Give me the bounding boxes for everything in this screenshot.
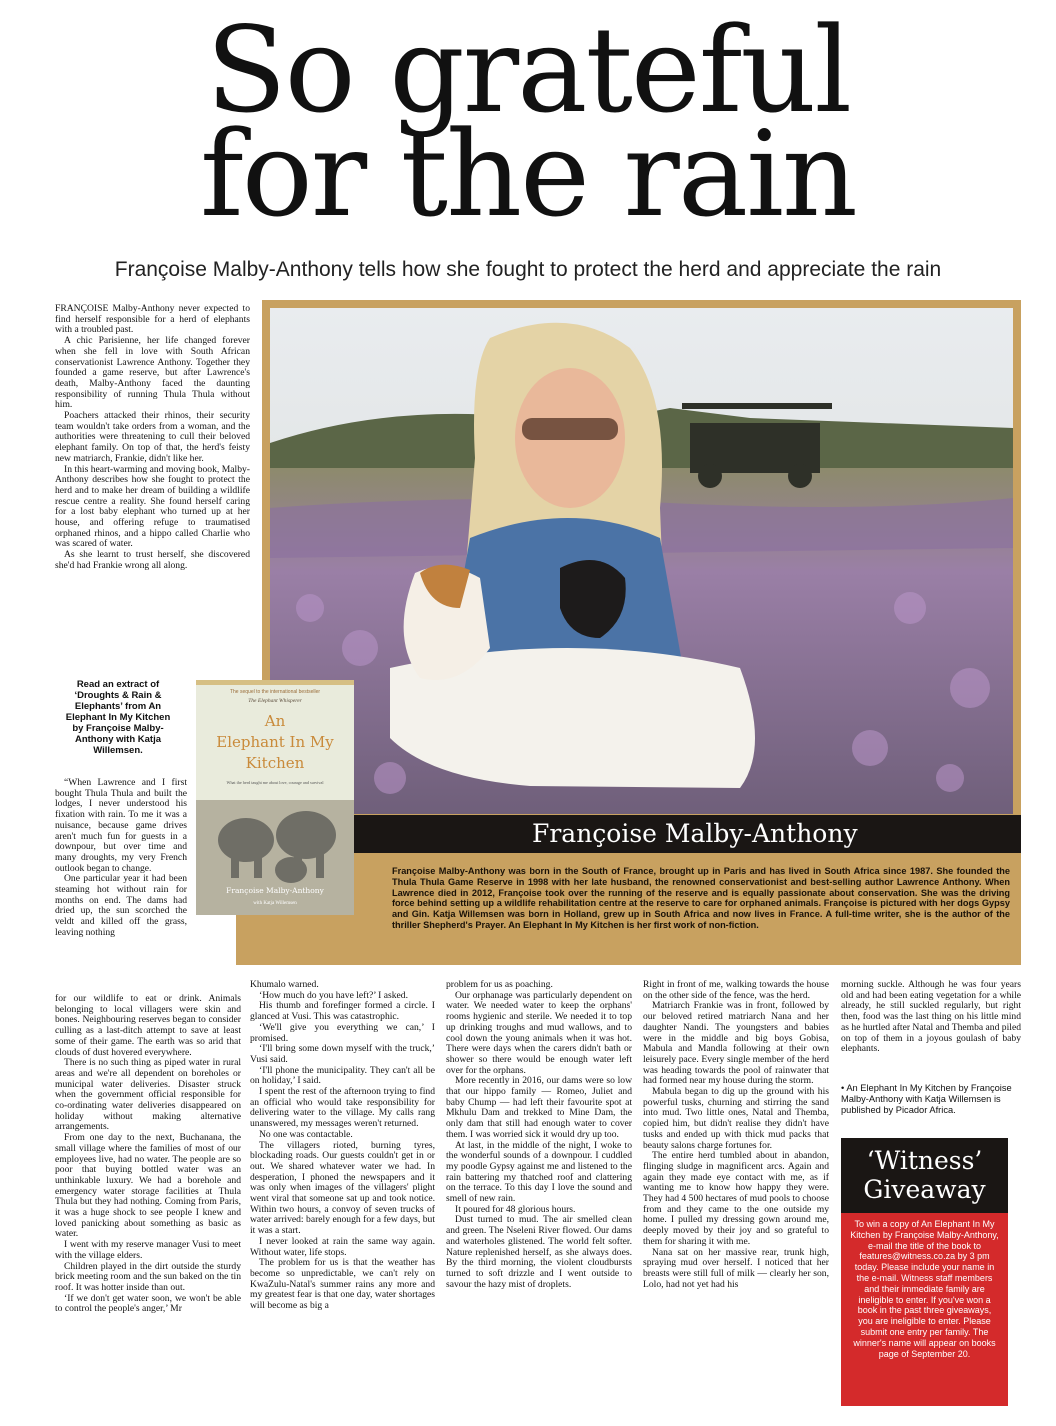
giveaway-heading bbox=[841, 1138, 1008, 1213]
article-column-3 bbox=[446, 980, 632, 1290]
intro-column bbox=[55, 304, 250, 572]
book-author: Françoise Malby-Anthony bbox=[226, 886, 324, 895]
article-paragraph: Children played in the dirt outside the sturdy brick meeting room and the sun baked on the tin roof. It was hotter inside than out. bbox=[55, 1260, 241, 1293]
article-paragraph: Nana sat on her massive rear, trunk high, spraying mud over herself. I noticed that her breasts were still full of milk — clearly her son, Lolo, had not yet had his bbox=[643, 1246, 829, 1290]
promo-line: Willemsen. bbox=[93, 745, 143, 756]
promo-line: Anthony with Katja bbox=[74, 734, 162, 745]
intro-paragraph: A chic Parisienne, her life changed forever when she fell in love with South African conservationist Lawrence Anthony. Together they founded a game reserve, but after Lawrence's death, Malby-Anthony faced the daunting responsibility of running Thula Thula without him. bbox=[55, 335, 250, 411]
article-column-2 bbox=[250, 980, 435, 1312]
article-paragraph: I spent the rest of the afternoon trying to find an official who would take responsibility for delivering water to the village. My calls rang unanswered, my messages weren't returned. bbox=[250, 1086, 435, 1130]
feature-photo-illustration bbox=[270, 308, 1013, 814]
article-paragraph: Our orphanage was particularly dependent on water. We needed water to keep the orphans' rooms hygienic and sterile. We needed it to top up drinking troughs and mud wallows, and to cool down the young animals when it was hot. There were days when the carers didn't bath or shower so there would be enough water left over for the orphans. bbox=[446, 989, 632, 1076]
article-paragraph: It poured for 48 glorious hours. bbox=[455, 1203, 576, 1215]
article-paragraph: At last, in the middle of the night, I woke to the wonderful sounds of a downpour. I cuddled my poodle Gypsy against me and listened to the rain battering my thatched roof and clattering on the terrace. To this day I love the sound and smell of new rain. bbox=[446, 1139, 632, 1205]
article-paragraph: Right in front of me, walking towards the house on the other side of the fence, was the herd. bbox=[643, 979, 829, 1001]
article-column-5 bbox=[841, 980, 1021, 1055]
feature-photo bbox=[270, 308, 1013, 814]
article-paragraph: There is no such thing as piped water in rural areas and we're all dependent on boreholes or municipal water deliveries. Disaster struck when the government official responsible for co-ordinating water deliveries disappeared on holiday without making alternative arrangements. bbox=[55, 1057, 241, 1133]
promo-line: by Françoise Malby- bbox=[72, 723, 164, 734]
book-subtitle: What the herd taught me about love, courage and survival bbox=[226, 780, 324, 785]
article-paragraph: More recently in 2016, our dams were so low that our hippo family — Romeo, Juliet and baby Chump — had left their favourite spot at Mkhulu Dam and trekked to Mine Dam, the only dam that still had enough water to cover them. I was worried sick it would dry up too. bbox=[446, 1075, 632, 1140]
photo-caption-name: Françoise Malby-Anthony bbox=[532, 819, 858, 848]
article-paragraph: morning suckle. Although he was four years old and had been eating vegetation for a while already, he still suckled regularly, but right then, food was the last thing on his little mind as he hurtled after Natal and Themba and piled on top of them in a joyous goulash of baby elephants. bbox=[841, 979, 1021, 1055]
article-paragraph: “When Lawrence and I first bought Thula Thula and built the lodges, I never understood his fixation with rain. To me it was a nuisance, because game drives aren't much fun for guests in a downpour, but over time and many droughts, my very French outlook began to change. bbox=[55, 777, 187, 874]
article-column-1 bbox=[55, 994, 241, 1315]
book-tagline: The sequel to the international bestseller bbox=[229, 689, 321, 695]
photo-caption-text: Françoise Malby-Anthony was born in the South of France, brought up in Paris and has lived in South Africa since 1987. She founded the Thula Thula Game Reserve in 1998 with her late husband, the renowned conservationist and best-selling author Lawrence Anthony. When Lawrence died in 2012, Françoise took over the running of the reserve and is equally passionate about conservation. She was the driving force behind setting up a wildlife rehabilitation centre at the reserve to care for orphaned animals. Françoise is pictured with her dogs Gypsy and Gin. Katja Willemsen was born in Holland, grew up in South Africa and now lives in France. A full-time writer, she is the author of the thriller Shepherd's Prayer. An Elephant In My Kitchen is her first work of non-fiction. bbox=[392, 866, 1010, 930]
article-paragraph: ‘If we don't get water soon, we won't be able to control the people's anger,’ Mr bbox=[55, 1292, 241, 1315]
giveaway-title-2: Giveaway bbox=[863, 1175, 986, 1204]
book-title-1: An bbox=[264, 712, 286, 730]
article-paragraph: ‘How much do you have left?’ I asked. bbox=[259, 989, 409, 1001]
giveaway-title-1: ‘Witness’ bbox=[866, 1146, 983, 1175]
book-cover bbox=[196, 680, 354, 915]
book-prequel: The Elephant Whisperer bbox=[248, 698, 302, 704]
article-paragraph: I went with my reserve manager Vusi to meet with the village elders. bbox=[55, 1239, 241, 1261]
article-paragraph: ‘I'll bring some down myself with the truck,’ Vusi said. bbox=[250, 1043, 435, 1065]
article-paragraph: His thumb and forefinger formed a circle. I glanced at Vusi. This was catastrophic. bbox=[250, 1000, 435, 1023]
article-column-1-top bbox=[55, 778, 187, 939]
extract-promo bbox=[48, 679, 188, 756]
article-paragraph: From one day to the next, Buchanana, the small village where the families of most of our employees live, had no water. The people are so poor that buying bottled water was an unthinkable luxury. We had a borehole and emergency water storage facilities at Thula Thula but they had nothing. Coming from Paris, it was a huge shock to see people I knew and loved panicking about something as basic as water. bbox=[55, 1132, 241, 1240]
book-credit: • An Elephant In My Kitchen by Françoise Malby-Anthony with Katja Willemsen is published by Picador Africa. bbox=[841, 1083, 1012, 1115]
promo-line: Elephant In My Kitchen bbox=[65, 712, 171, 723]
intro-paragraph: Poachers attacked their rhinos, their security team wouldn't take orders from a woman, and the authorities were threatening to cull their beloved elephant family. On top of that, the herd's feisty new matriarch, Frankie, didn't like her. bbox=[55, 410, 250, 464]
article-column-4 bbox=[643, 980, 829, 1290]
article-paragraph: I never looked at rain the same way again. Without water, life stops. bbox=[250, 1235, 435, 1258]
giveaway-body: To win a copy of An Elephant In My Kitchen by Françoise Malby-Anthony, e-mail the title of the book to features@witness.co.za by 3 pm today. Please include your name in the e-mail. Witness staff members and their immediate family are ineligible to enter. If you've won a book in the past three giveaways, you are ineligible to enter. Please submit one entry per family. The winner's name will appear on books page of September 20. bbox=[841, 1213, 1008, 1406]
book-title-2: Elephant In My bbox=[216, 733, 334, 751]
article-paragraph: Matriarch Frankie was in front, followed by our beloved retired matriarch Nana and her daughter Nandi. The youngsters and babies were in the middle and big boys Gobisa, Mabula and Mandla following at their own leisurely pace. Every single member of the herd was heading towards the pool of rainwater that had formed near my house during the storm. bbox=[643, 1000, 829, 1087]
promo-line: Elephants’ from An bbox=[74, 701, 162, 712]
book-coauthor: with Katja Willemsen bbox=[253, 901, 297, 906]
article-paragraph: Dust turned to mud. The air smelled clean and green. The Nseleni River flowed. Our dams and waterholes glistened. The world felt softer. Nature replenished herself, as she always does. By the third morning, the violent cloudbursts turned to soft drizzle and I went outside to savour the hazy mist of droplets. bbox=[446, 1214, 632, 1290]
intro-paragraph: As she learnt to trust herself, she discovered she'd had Frankie wrong all along. bbox=[55, 549, 250, 571]
article-paragraph: One particular year it had been steaming hot without rain for months on end. The dams had dried up, the sun scorched the veldt and killed off the grass, leaving nothing bbox=[55, 873, 187, 938]
promo-line: Read an extract of bbox=[76, 679, 160, 690]
headline-line-2: for the rain bbox=[200, 105, 856, 243]
article-paragraph: The problem for us is that the weather has become so unpredictable, we can't rely on KwaZulu-Natal's summer rains any more and my greatest fear is that one day, water shortages will become as big a bbox=[250, 1257, 435, 1312]
article-paragraph: Khumalo warned. bbox=[250, 979, 319, 990]
intro-paragraph: FRANÇOISE Malby-Anthony never expected to find herself responsible for a herd of elephants with a troubled past. bbox=[55, 303, 250, 336]
standfirst: Françoise Malby-Anthony tells how she fought to protect the herd and appreciate the rain bbox=[114, 258, 942, 281]
headline-line-1: So grateful bbox=[205, 1, 851, 139]
book-title-3: Kitchen bbox=[245, 754, 305, 772]
intro-paragraph: In this heart-warming and moving book, Malby-Anthony describes how she fought to protect the herd and to make her dream of building a wildlife rescue centre a reality. She found herself caring for a lost baby elephant who turned up at her house, and offering refuge to traumatised orphaned rhinos, and a hippo called Charlie who was scared of water. bbox=[55, 463, 250, 550]
article-paragraph: ‘I'll phone the municipality. They can't all be on holiday,’ I said. bbox=[250, 1064, 435, 1087]
article-paragraph: problem for us as poaching. bbox=[446, 979, 553, 990]
article-paragraph: The entire herd tumbled about in abandon, flinging sludge in magnificent arcs. Again and again they made eye contact with me, as if wanting me to know how happy they were. They had 4 500 hectares of mud pools to choose from and they came to the one outside my home. I pulled my dressing gown around me, deeply moved by their joy and so grateful to them for sharing it with me. bbox=[643, 1150, 829, 1247]
book-cover-illustration bbox=[196, 680, 354, 915]
article-paragraph: The villagers rioted, burning tyres, blockading roads. Our guests couldn't get in or out. We shared whatever water we had. In desperation, I phoned the newspapers and it was only when images of the villagers' plight went viral that someone sat up and took notice. Within two hours, a convoy of seven trucks of water arrived: barely enough for a few days, but it was a start. bbox=[250, 1139, 435, 1237]
article-paragraph: for our wildlife to eat or drink. Animals belonging to local villagers were skin and bones. Neighbouring reserves began to consider culling as a last-ditch attempt to save at least some of their game. The earth was so arid that clouds of dust hovered everywhere. bbox=[55, 993, 241, 1058]
article-paragraph: ‘We'll give you everything we can,’ I promised. bbox=[250, 1021, 435, 1044]
article-paragraph: No one was contactable. bbox=[259, 1128, 353, 1140]
article-paragraph: Mabula began to dig up the ground with his powerful tusks, churning and stirring the sand into mud. Two little ones, Natal and Themba, copied him, but didn't realise they didn't have tusks and ended up with thick mud packs that beauty salons charge fortunes for. bbox=[643, 1086, 829, 1151]
promo-line: ‘Droughts & Rain & bbox=[74, 690, 162, 701]
